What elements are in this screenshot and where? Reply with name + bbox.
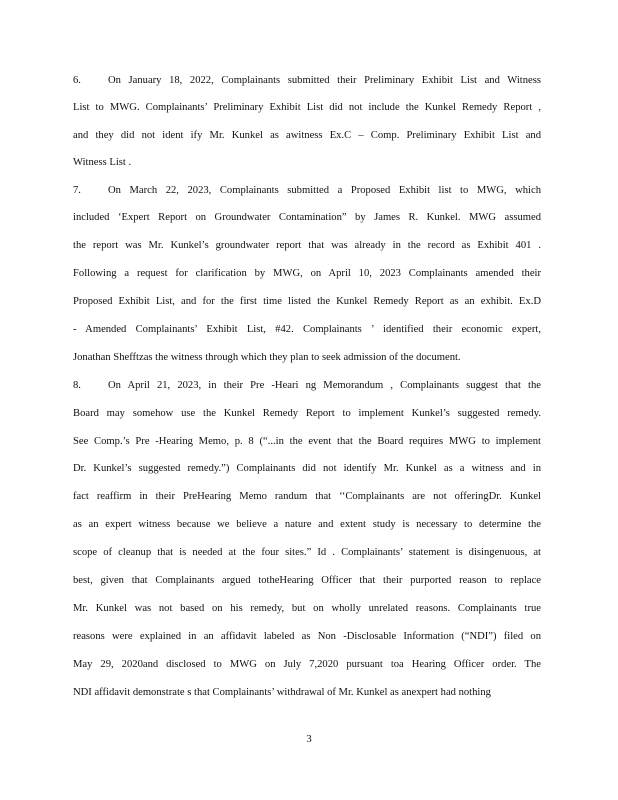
- paragraph-3-line-11: [73, 659, 541, 671]
- line-text: - Amended Complainants’ Exhibit List, #42. Complainants ’ identified their economic expert,: [73, 324, 541, 335]
- paragraph-1-line-2: [73, 102, 541, 114]
- line-text: the report was Mr. Kunkel’s groundwater report that was already in the record as Exhibit 401 .: [73, 240, 541, 251]
- paragraph-2-line-7: [73, 352, 541, 364]
- paragraph-3-line-9: [73, 603, 541, 615]
- line-text: scope of cleanup that is needed at the four sites.” Id . Complainants’ statement is disingenuous, at: [73, 547, 541, 558]
- paragraph-3-line-10: [73, 631, 541, 643]
- line-text: Dr. Kunkel’s suggested remedy.”) Complainants did not identify Mr. Kunkel as a witness and in: [73, 463, 541, 474]
- line-text: On March 22, 2023, Complainants submitted a Proposed Exhibit list to MWG, which: [108, 185, 541, 196]
- line-text: On April 21, 2023, in their Pre -Heari ng Memorandum , Complainants suggest that the: [108, 380, 541, 391]
- paragraph-number: 8.: [73, 380, 81, 391]
- line-text: List to MWG. Complainants’ Preliminary Exhibit List did not include the Kunkel Remedy Report ,: [73, 102, 541, 113]
- line-text: NDI affidavit demonstrate s that Complainants’ withdrawal of Mr. Kunkel as anexpert had nothing: [73, 687, 491, 698]
- paragraph-3-line-7: [73, 547, 541, 559]
- line-text: Proposed Exhibit List, and for the first time listed the Kunkel Remedy Report as an exhibit. Ex.D: [73, 296, 541, 307]
- paragraph-2-line-1: [73, 185, 541, 197]
- paragraph-2-line-6: [73, 324, 541, 336]
- line-text: Witness List .: [73, 157, 132, 168]
- paragraph-3-line-6: [73, 519, 541, 531]
- paragraph-3-line-3: [73, 436, 541, 448]
- paragraph-1-line-4: [73, 157, 541, 169]
- line-text: Jonathan Shefftzas the witness through which they plan to seek admission of the document.: [73, 352, 461, 363]
- paragraph-3-line-1: [73, 380, 541, 392]
- paragraph-2-line-3: [73, 240, 541, 252]
- paragraph-2-line-2: [73, 212, 541, 224]
- line-text: as an expert witness because we believe a nature and extent study is necessary to determine the: [73, 519, 541, 530]
- line-text: See Comp.’s Pre -Hearing Memo, p. 8 (“...in the event that the Board requires MWG to implement: [73, 436, 541, 447]
- paragraph-1-line-1: [73, 75, 541, 87]
- page-number: 3: [306, 734, 312, 745]
- paragraph-2-line-4: [73, 268, 541, 280]
- paragraph-3-line-12: [73, 687, 541, 699]
- line-text: On January 18, 2022, Complainants submitted their Preliminary Exhibit List and Witness: [108, 75, 541, 86]
- paragraph-number: 6.: [73, 75, 81, 86]
- paragraph-3-line-4: [73, 463, 541, 475]
- line-text: Mr. Kunkel was not based on his remedy, but on wholly unrelated reasons. Complainants true: [73, 603, 541, 614]
- paragraph-number: 7.: [73, 185, 81, 196]
- line-text: May 29, 2020and disclosed to MWG on July 7,2020 pursuant toa Hearing Officer order. The: [73, 659, 541, 670]
- paragraph-3-line-2: [73, 408, 541, 420]
- line-text: included ‘Expert Report on Groundwater Contamination” by James R. Kunkel. MWG assumed: [73, 212, 541, 223]
- line-text: fact reaffirm in their PreHearing Memo randum that ‘‘Complainants are not offeringDr. Kunkel: [73, 491, 541, 502]
- line-text: best, given that Complainants argued totheHearing Officer that their purported reason to replace: [73, 575, 541, 586]
- paragraph-3-line-5: [73, 491, 541, 503]
- line-text: reasons were explained in an affidavit labeled as Non -Disclosable Information (“NDI”) filed on: [73, 631, 541, 642]
- line-text: and they did not ident ify Mr. Kunkel as awitness Ex.C – Comp. Preliminary Exhibit List and: [73, 130, 541, 141]
- paragraph-3-line-8: [73, 575, 541, 587]
- line-text: Following a request for clarification by MWG, on April 10, 2023 Complainants amended their: [73, 268, 541, 279]
- line-text: Board may somehow use the Kunkel Remedy Report to implement Kunkel’s suggested remedy.: [73, 408, 541, 419]
- paragraph-2-line-5: [73, 296, 541, 308]
- paragraph-1-line-3: [73, 130, 541, 142]
